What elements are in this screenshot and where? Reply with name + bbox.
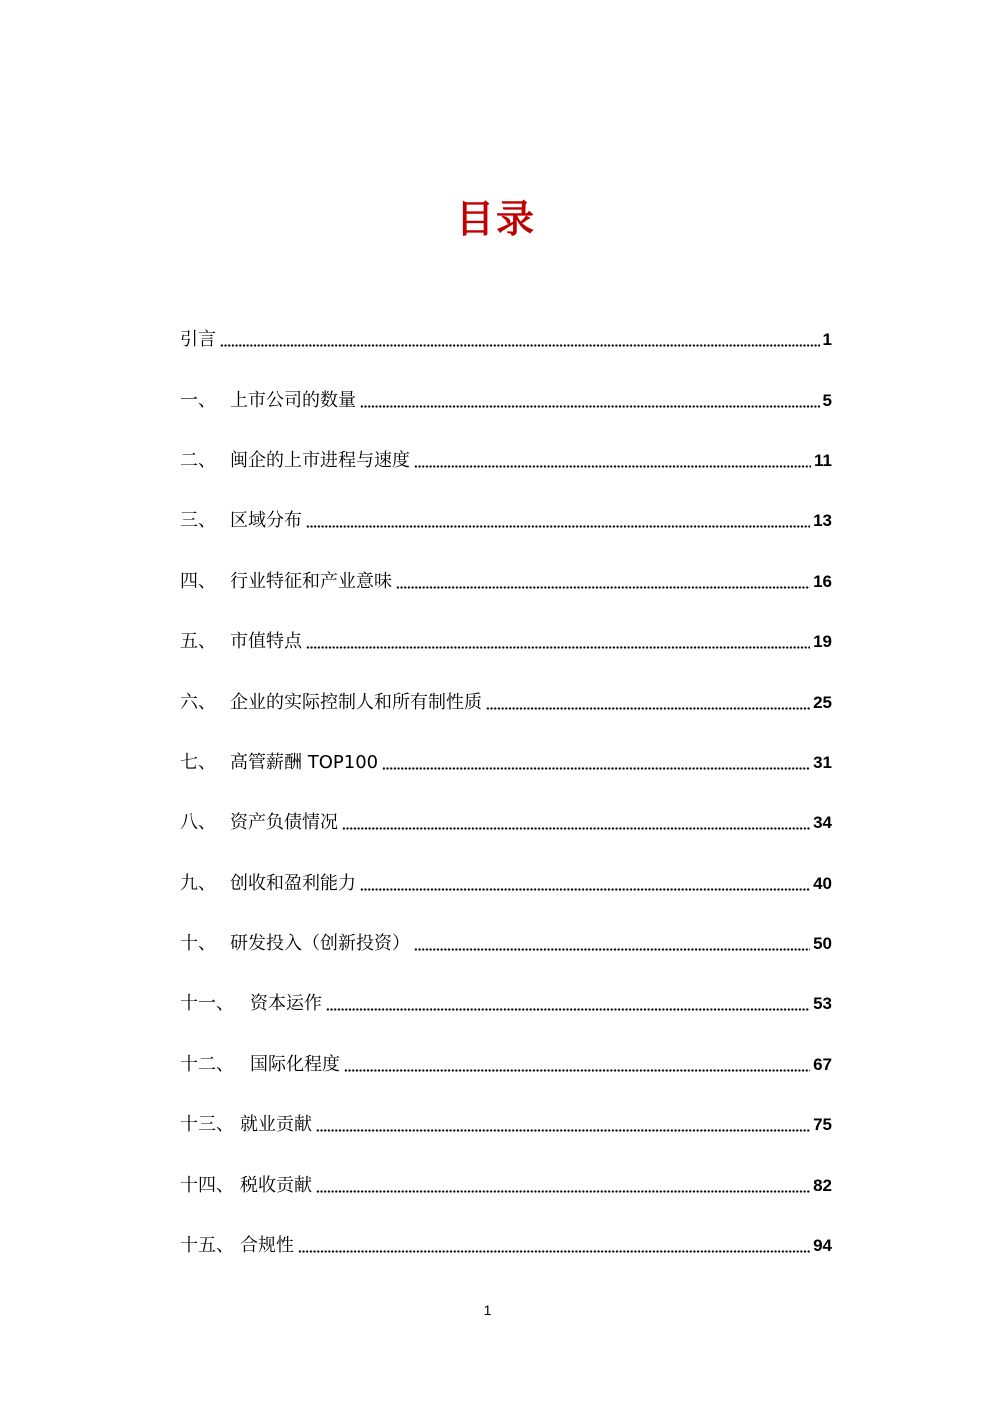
toc-entry-title: 资本运作 [250, 993, 322, 1015]
toc-entry-4[interactable] [180, 552, 832, 612]
toc-entry-title: 引言 [180, 329, 216, 351]
toc-entry-page: 50 [813, 934, 832, 954]
toc-entry-5[interactable] [180, 612, 832, 672]
toc-entry-13[interactable] [180, 1095, 832, 1155]
toc-entry-title: 研发投入（创新投资） [230, 933, 410, 955]
toc-entry-9[interactable] [180, 854, 832, 914]
toc-entry-page: 82 [813, 1175, 832, 1195]
toc-entry-number: 十五、 [180, 1235, 234, 1257]
toc-entry-page: 94 [813, 1236, 832, 1256]
toc-entry-page: 19 [813, 632, 832, 652]
page-number: 1 [483, 1302, 492, 1318]
toc-entry-intro[interactable] [180, 310, 832, 370]
toc-entry-number: 十四、 [180, 1174, 234, 1196]
toc-entry-2[interactable] [180, 431, 832, 491]
toc-entry-number: 七、 [180, 751, 216, 773]
toc-entry-page: 1 [822, 330, 832, 350]
toc-entry-11[interactable] [180, 974, 832, 1034]
dot-leader [414, 933, 810, 955]
toc-entry-14[interactable] [180, 1155, 832, 1215]
toc-entry-8[interactable] [180, 793, 832, 853]
toc-entry-number: 五、 [180, 631, 216, 653]
toc-entry-number: 三、 [180, 510, 216, 532]
toc-entry-number: 十三、 [180, 1114, 234, 1136]
toc-entry-10[interactable] [180, 914, 832, 974]
dot-leader [306, 631, 810, 653]
dot-leader [316, 1175, 810, 1197]
dot-leader [414, 450, 811, 472]
toc-entry-page: 34 [813, 813, 832, 833]
toc-entry-title: 市值特点 [230, 631, 302, 653]
toc-entry-7[interactable] [180, 733, 832, 793]
toc-entry-page: 13 [813, 511, 832, 531]
toc-entry-number: 一、 [180, 389, 216, 411]
toc-entry-title: 税收贡献 [240, 1174, 312, 1196]
toc-entry-3[interactable] [180, 491, 832, 551]
toc-entry-title: 上市公司的数量 [230, 389, 356, 411]
toc-entry-page: 67 [813, 1054, 832, 1074]
toc-entry-1[interactable] [180, 370, 832, 430]
toc-entry-title: 就业贡献 [240, 1114, 312, 1136]
dot-leader [316, 1114, 810, 1136]
toc-entry-title: 创收和盈利能力 [230, 872, 356, 894]
toc-entry-title: 国际化程度 [250, 1053, 340, 1075]
toc-entry-number: 二、 [180, 449, 216, 471]
toc-entry-number: 四、 [180, 570, 216, 592]
toc-entry-page: 75 [813, 1115, 832, 1135]
toc-title: 目录 [455, 197, 536, 241]
toc-entry-page: 5 [822, 390, 832, 410]
toc-entry-15[interactable] [180, 1216, 832, 1276]
toc-entry-number: 十、 [180, 933, 216, 955]
toc-entry-page: 11 [814, 450, 832, 470]
toc-entry-title: 区域分布 [230, 510, 302, 532]
dot-leader [396, 571, 810, 593]
toc-entry-number: 十一、 [180, 993, 234, 1015]
toc-entry-page: 53 [813, 994, 832, 1014]
dot-leader [382, 752, 810, 774]
table-of-contents [180, 310, 832, 1276]
dot-leader [306, 510, 810, 532]
dot-leader [360, 390, 820, 412]
toc-entry-title: 高管薪酬 TOP100 [230, 751, 379, 773]
toc-entry-number: 八、 [180, 812, 216, 834]
toc-entry-page: 31 [813, 752, 832, 772]
toc-entry-title: 闽企的上市进程与速度 [230, 449, 410, 471]
toc-entry-number: 九、 [180, 872, 216, 894]
toc-entry-page: 40 [813, 873, 832, 893]
dot-leader [298, 1235, 810, 1257]
dot-leader [486, 692, 810, 714]
dot-leader [342, 812, 810, 834]
toc-entry-title: 行业特征和产业意味 [230, 570, 392, 592]
toc-entry-12[interactable] [180, 1035, 832, 1095]
toc-entry-title: 企业的实际控制人和所有制性质 [230, 691, 482, 713]
toc-entry-page: 16 [813, 571, 832, 591]
dot-leader [344, 1054, 810, 1076]
toc-entry-page: 25 [813, 692, 832, 712]
dot-leader [220, 329, 820, 351]
toc-entry-number: 十二、 [180, 1053, 234, 1075]
toc-entry-number: 六、 [180, 691, 216, 713]
toc-entry-6[interactable] [180, 672, 832, 732]
dot-leader [326, 993, 810, 1015]
dot-leader [360, 873, 810, 895]
toc-entry-title: 资产负债情况 [230, 812, 338, 834]
toc-entry-title: 合规性 [240, 1235, 294, 1257]
